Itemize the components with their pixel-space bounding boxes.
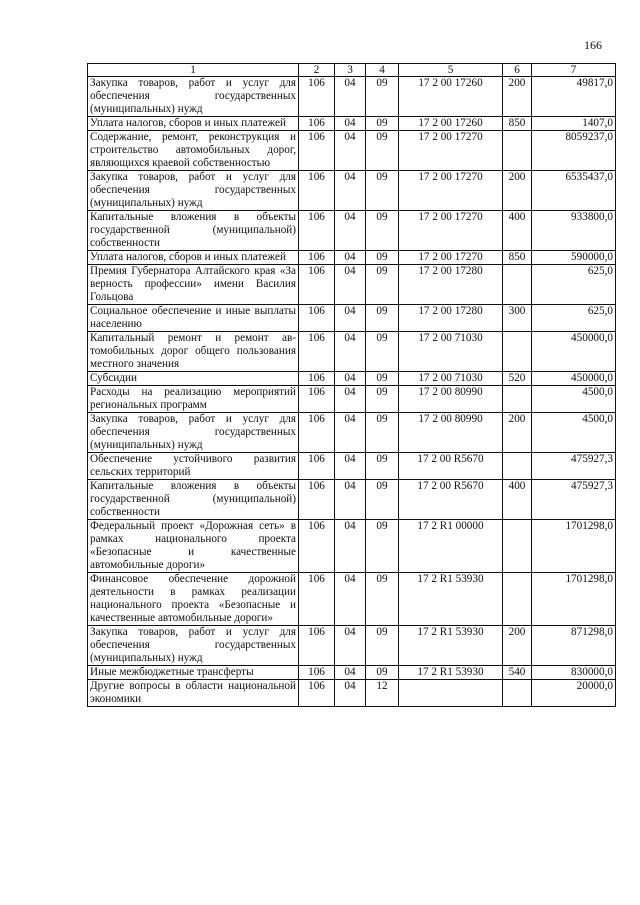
subsection-code-cell: 12 [366, 680, 399, 707]
subsection-code-cell: 09 [366, 626, 399, 666]
target-article-cell [399, 680, 503, 707]
amount-cell: 1701298,0 [532, 573, 616, 626]
target-article-cell: 17 2 00 80990 [399, 413, 503, 453]
expense-type-cell: 400 [503, 211, 532, 251]
expense-name-cell: Содержание, ремонт, реконструкция и строительство автомобильных дорог, являющихся краевой собственностью [88, 131, 299, 171]
ministry-code-cell: 106 [299, 117, 335, 131]
table-row [88, 251, 616, 265]
table-row [88, 77, 616, 117]
ministry-code-cell: 106 [299, 520, 335, 573]
subsection-code-cell: 09 [366, 265, 399, 305]
expense-name-cell: Закупка товаров, работ и услуг для обеспечения государственных (муниципальных) нужд [88, 171, 299, 211]
amount-cell: 475927,3 [532, 480, 616, 520]
target-article-cell: 17 2 00 17280 [399, 265, 503, 305]
expense-type-cell [503, 131, 532, 171]
ministry-code-cell: 106 [299, 77, 335, 117]
expense-type-cell: 300 [503, 305, 532, 332]
section-code-cell: 04 [335, 251, 366, 265]
expense-type-cell: 200 [503, 626, 532, 666]
expense-name-cell: Расходы на реализацию мероприятий региональных программ [88, 386, 299, 413]
subsection-code-cell: 09 [366, 386, 399, 413]
subsection-code-cell: 09 [366, 117, 399, 131]
expense-type-cell: 540 [503, 666, 532, 680]
expense-type-cell: 520 [503, 372, 532, 386]
column-header-sum: 7 [532, 64, 616, 77]
ministry-code-cell: 106 [299, 453, 335, 480]
section-code-cell: 04 [335, 453, 366, 480]
ministry-code-cell: 106 [299, 265, 335, 305]
section-code-cell: 04 [335, 386, 366, 413]
section-code-cell: 04 [335, 520, 366, 573]
subsection-code-cell: 09 [366, 77, 399, 117]
amount-cell: 8059237,0 [532, 131, 616, 171]
subsection-code-cell: 09 [366, 251, 399, 265]
table-row [88, 626, 616, 666]
expense-name-cell: Обеспечение устойчивого развития сельских территорий [88, 453, 299, 480]
expense-name-cell: Закупка товаров, работ и услуг для обеспечения государственных (муниципальных) нужд [88, 77, 299, 117]
expense-name-cell: Капитальные вложения в объекты государственной (муниципальной) собственности [88, 211, 299, 251]
table-body [88, 77, 616, 707]
expense-type-cell: 850 [503, 251, 532, 265]
ministry-code-cell: 106 [299, 480, 335, 520]
expense-name-cell: Финансовое обеспечение дорожной деятельности в рамках реализации национального проекта «Безопасные и качественные автомобильные дороги» [88, 573, 299, 626]
expense-type-cell: 200 [503, 413, 532, 453]
ministry-code-cell: 106 [299, 251, 335, 265]
expense-name-cell: Закупка товаров, работ и услуг для обеспечения государственных (муниципальных) нужд [88, 413, 299, 453]
subsection-code-cell: 09 [366, 332, 399, 372]
expense-name-cell: Премия Губернатора Алтайского края «За верность профессии» имени Василия Гольцова [88, 265, 299, 305]
expense-name-cell: Социальное обеспечение и иные выплаты населению [88, 305, 299, 332]
section-code-cell: 04 [335, 413, 366, 453]
section-code-cell: 04 [335, 77, 366, 117]
target-article-cell: 17 2 00 17270 [399, 171, 503, 211]
expense-type-cell [503, 265, 532, 305]
amount-cell: 1701298,0 [532, 520, 616, 573]
column-header-name: 1 [88, 64, 299, 77]
subsection-code-cell: 09 [366, 211, 399, 251]
expense-name-cell: Уплата налогов, сборов и иных платежей [88, 117, 299, 131]
target-article-cell: 17 2 R1 53930 [399, 666, 503, 680]
table-row [88, 520, 616, 573]
section-code-cell: 04 [335, 117, 366, 131]
table-row [88, 386, 616, 413]
target-article-cell: 17 2 00 R5670 [399, 453, 503, 480]
target-article-cell: 17 2 00 17260 [399, 117, 503, 131]
amount-cell: 871298,0 [532, 626, 616, 666]
table-row [88, 332, 616, 372]
section-code-cell: 04 [335, 171, 366, 211]
amount-cell: 4500,0 [532, 386, 616, 413]
amount-cell: 6535437,0 [532, 171, 616, 211]
expense-name-cell: Капитальный ремонт и ремонт автомобильных дорог общего пользования местного значения [88, 332, 299, 372]
column-header-ved: 2 [299, 64, 335, 77]
section-code-cell: 04 [335, 573, 366, 626]
column-header-rz: 3 [335, 64, 366, 77]
target-article-cell: 17 2 00 R5670 [399, 480, 503, 520]
table-row [88, 117, 616, 131]
amount-cell: 1407,0 [532, 117, 616, 131]
table-row [88, 680, 616, 707]
subsection-code-cell: 09 [366, 520, 399, 573]
amount-cell: 590000,0 [532, 251, 616, 265]
expense-name-cell: Уплата налогов, сборов и иных платежей [88, 251, 299, 265]
target-article-cell: 17 2 00 17270 [399, 211, 503, 251]
amount-cell: 625,0 [532, 265, 616, 305]
amount-cell: 475927,3 [532, 453, 616, 480]
target-article-cell: 17 2 R1 00000 [399, 520, 503, 573]
ministry-code-cell: 106 [299, 573, 335, 626]
ministry-code-cell: 106 [299, 386, 335, 413]
ministry-code-cell: 106 [299, 413, 335, 453]
amount-cell: 49817,0 [532, 77, 616, 117]
expense-name-cell: Федеральный проект «Дорожная сеть» в рамках национального проекта «Безопасные и качественные автомобильные дороги» [88, 520, 299, 573]
column-header-csr: 5 [399, 64, 503, 77]
ministry-code-cell: 106 [299, 372, 335, 386]
amount-cell: 933800,0 [532, 211, 616, 251]
section-code-cell: 04 [335, 680, 366, 707]
subsection-code-cell: 09 [366, 666, 399, 680]
target-article-cell: 17 2 00 17260 [399, 77, 503, 117]
column-number-row [88, 64, 616, 77]
table-row [88, 265, 616, 305]
section-code-cell: 04 [335, 666, 366, 680]
subsection-code-cell: 09 [366, 480, 399, 520]
table-row [88, 666, 616, 680]
amount-cell: 4500,0 [532, 413, 616, 453]
expense-type-cell: 200 [503, 77, 532, 117]
ministry-code-cell: 106 [299, 211, 335, 251]
expense-name-cell: Иные межбюджетные трансферты [88, 666, 299, 680]
subsection-code-cell: 09 [366, 573, 399, 626]
target-article-cell: 17 2 00 17280 [399, 305, 503, 332]
ministry-code-cell: 106 [299, 305, 335, 332]
expense-type-cell [503, 386, 532, 413]
expense-type-cell: 850 [503, 117, 532, 131]
table-row [88, 573, 616, 626]
target-article-cell: 17 2 R1 53930 [399, 626, 503, 666]
expense-type-cell [503, 453, 532, 480]
table-row [88, 372, 616, 386]
section-code-cell: 04 [335, 480, 366, 520]
expense-type-cell [503, 680, 532, 707]
ministry-code-cell: 106 [299, 332, 335, 372]
table-row [88, 413, 616, 453]
subsection-code-cell: 09 [366, 413, 399, 453]
expense-type-cell [503, 573, 532, 626]
page-number: 166 [584, 38, 602, 52]
target-article-cell: 17 2 R1 53930 [399, 573, 503, 626]
table-row [88, 171, 616, 211]
section-code-cell: 04 [335, 131, 366, 171]
section-code-cell: 04 [335, 305, 366, 332]
subsection-code-cell: 09 [366, 171, 399, 211]
ministry-code-cell: 106 [299, 666, 335, 680]
section-code-cell: 04 [335, 265, 366, 305]
subsection-code-cell: 09 [366, 453, 399, 480]
section-code-cell: 04 [335, 211, 366, 251]
ministry-code-cell: 106 [299, 171, 335, 211]
expense-name-cell: Другие вопросы в области национальной экономики [88, 680, 299, 707]
target-article-cell: 17 2 00 80990 [399, 386, 503, 413]
ministry-code-cell: 106 [299, 680, 335, 707]
target-article-cell: 17 2 00 17270 [399, 131, 503, 171]
amount-cell: 830000,0 [532, 666, 616, 680]
table-row [88, 211, 616, 251]
target-article-cell: 17 2 00 71030 [399, 372, 503, 386]
expense-type-cell [503, 520, 532, 573]
amount-cell: 450000,0 [532, 372, 616, 386]
section-code-cell: 04 [335, 372, 366, 386]
subsection-code-cell: 09 [366, 372, 399, 386]
expense-type-cell: 400 [503, 480, 532, 520]
expense-name-cell: Капитальные вложения в объекты государственной (муниципальной) собственности [88, 480, 299, 520]
amount-cell: 450000,0 [532, 332, 616, 372]
subsection-code-cell: 09 [366, 305, 399, 332]
ministry-code-cell: 106 [299, 626, 335, 666]
section-code-cell: 04 [335, 626, 366, 666]
subsection-code-cell: 09 [366, 131, 399, 171]
table-row [88, 480, 616, 520]
table-row [88, 453, 616, 480]
column-header-vr: 6 [503, 64, 532, 77]
column-header-pr: 4 [366, 64, 399, 77]
expense-type-cell: 200 [503, 171, 532, 211]
target-article-cell: 17 2 00 17270 [399, 251, 503, 265]
amount-cell: 20000,0 [532, 680, 616, 707]
table-row [88, 131, 616, 171]
amount-cell: 625,0 [532, 305, 616, 332]
budget-table [87, 63, 616, 707]
section-code-cell: 04 [335, 332, 366, 372]
ministry-code-cell: 106 [299, 131, 335, 171]
expense-name-cell: Закупка товаров, работ и услуг для обеспечения государственных (муниципальных) нужд [88, 626, 299, 666]
expense-type-cell [503, 332, 532, 372]
table-row [88, 305, 616, 332]
expense-name-cell: Субсидии [88, 372, 299, 386]
target-article-cell: 17 2 00 71030 [399, 332, 503, 372]
